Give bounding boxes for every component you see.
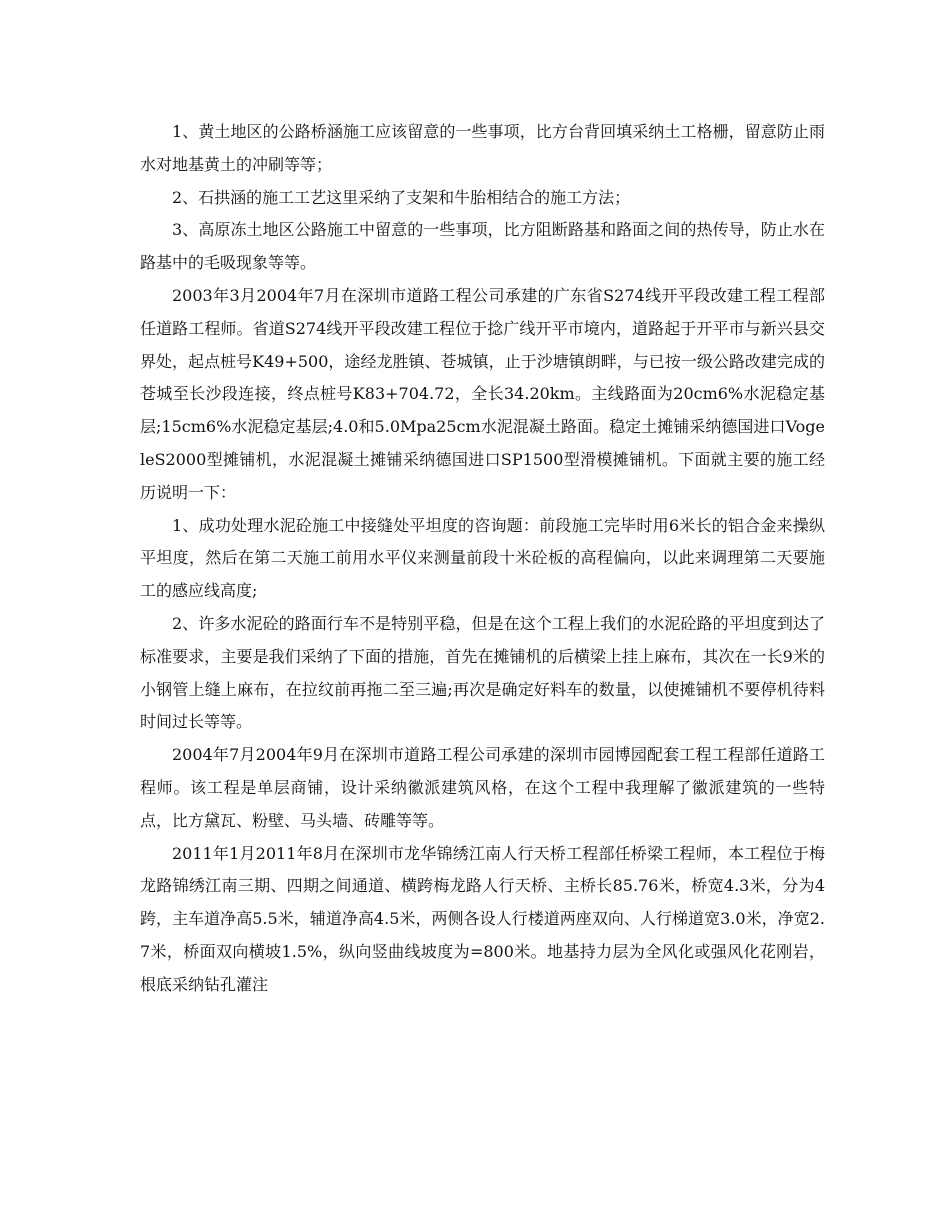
paragraph-5: 1、成功处理水泥砼施工中接缝处平坦度的咨询题：前段施工完毕时用6米长的铝合金来操纵平坦度，然后在第二天施工前用水平仪来测量前段十米砼板的高程偏向，以此来调理第二天要施工的感应线高度; <box>140 515 825 601</box>
paragraph-2: 2、石拱涵的施工工艺这里采纳了支架和牛胎相结合的施工方法； <box>172 187 631 207</box>
paragraph-1: 1、黄土地区的公路桥涵施工应该留意的一些事项，比方台背回填采纳土工格栅，留意防止雨水对地基黄土的冲刷等等； <box>140 122 825 174</box>
paragraph-3: 3、高原冻土地区公路施工中留意的一些事项，比方阻断路基和路面之间的热传导，防止水在路基中的毛吸现象等等。 <box>140 220 825 273</box>
document-body <box>140 116 825 1002</box>
paragraph-4: 2003年3月2004年7月在深圳市道路工程公司承建的广东省S274线开平段改建工程工程部任道路工程师。省道S274线开平段改建工程位于捻广线开平市境内，道路起于开平市与新兴县交界处，起点桩号K49+500，途经龙胜镇、苍城镇，止于沙塘镇朗畔，与已按一级公路改建完成的苍城至长沙段连接，终点桩号K83+704.72，全长34.20km。主线路面为20cm6%水泥稳定基层;15cm6%水泥稳定基层;4.0和5.0Mpa25cm水泥混凝土路面。稳定土摊铺采纳德国进口VogeleS2000型摊铺机，水泥混凝土摊铺采纳德国进口SP1500型滑模摊铺机。下面就主要的施工经历说明一下： <box>140 285 825 502</box>
paragraph-8: 2011年1月2011年8月在深圳市龙华锦绣江南人行天桥工程部任桥梁工程师，本工程位于梅龙路锦绣江南三期、四期之间通道、横跨梅龙路人行天桥、主桥长85.76米，桥宽4.3米，分为4跨，主车道净高5.5米，辅道净高4.5米，两侧各设人行楼道两座双向、人行梯道宽3.0米，净宽2.7米，桥面双向横坡1.5%，纵向竖曲线坡度为=800米。地基持力层为全风化或强风化花刚岩，根底采纳钻孔灌注 <box>140 843 825 994</box>
paragraph-6: 2、许多水泥砼的路面行车不是特别平稳，但是在这个工程上我们的水泥砼路的平坦度到达了标准要求，主要是我们采纳了下面的措施，首先在摊铺机的后横梁上挂上麻布，其次在一长9米的小钢管上缝上麻布，在拉纹前再拖二至三遍;再次是确定好料车的数量，以使摊铺机不要停机待料时间过长等等。 <box>140 613 825 732</box>
paragraph-7: 2004年7月2004年9月在深圳市道路工程公司承建的深圳市园博园配套工程工程部任道路工程师。该工程是单层商铺，设计采纳徽派建筑风格，在这个工程中我理解了徽派建筑的一些特点，比方黛瓦、粉壁、马头墙、砖雕等等。 <box>140 745 825 830</box>
